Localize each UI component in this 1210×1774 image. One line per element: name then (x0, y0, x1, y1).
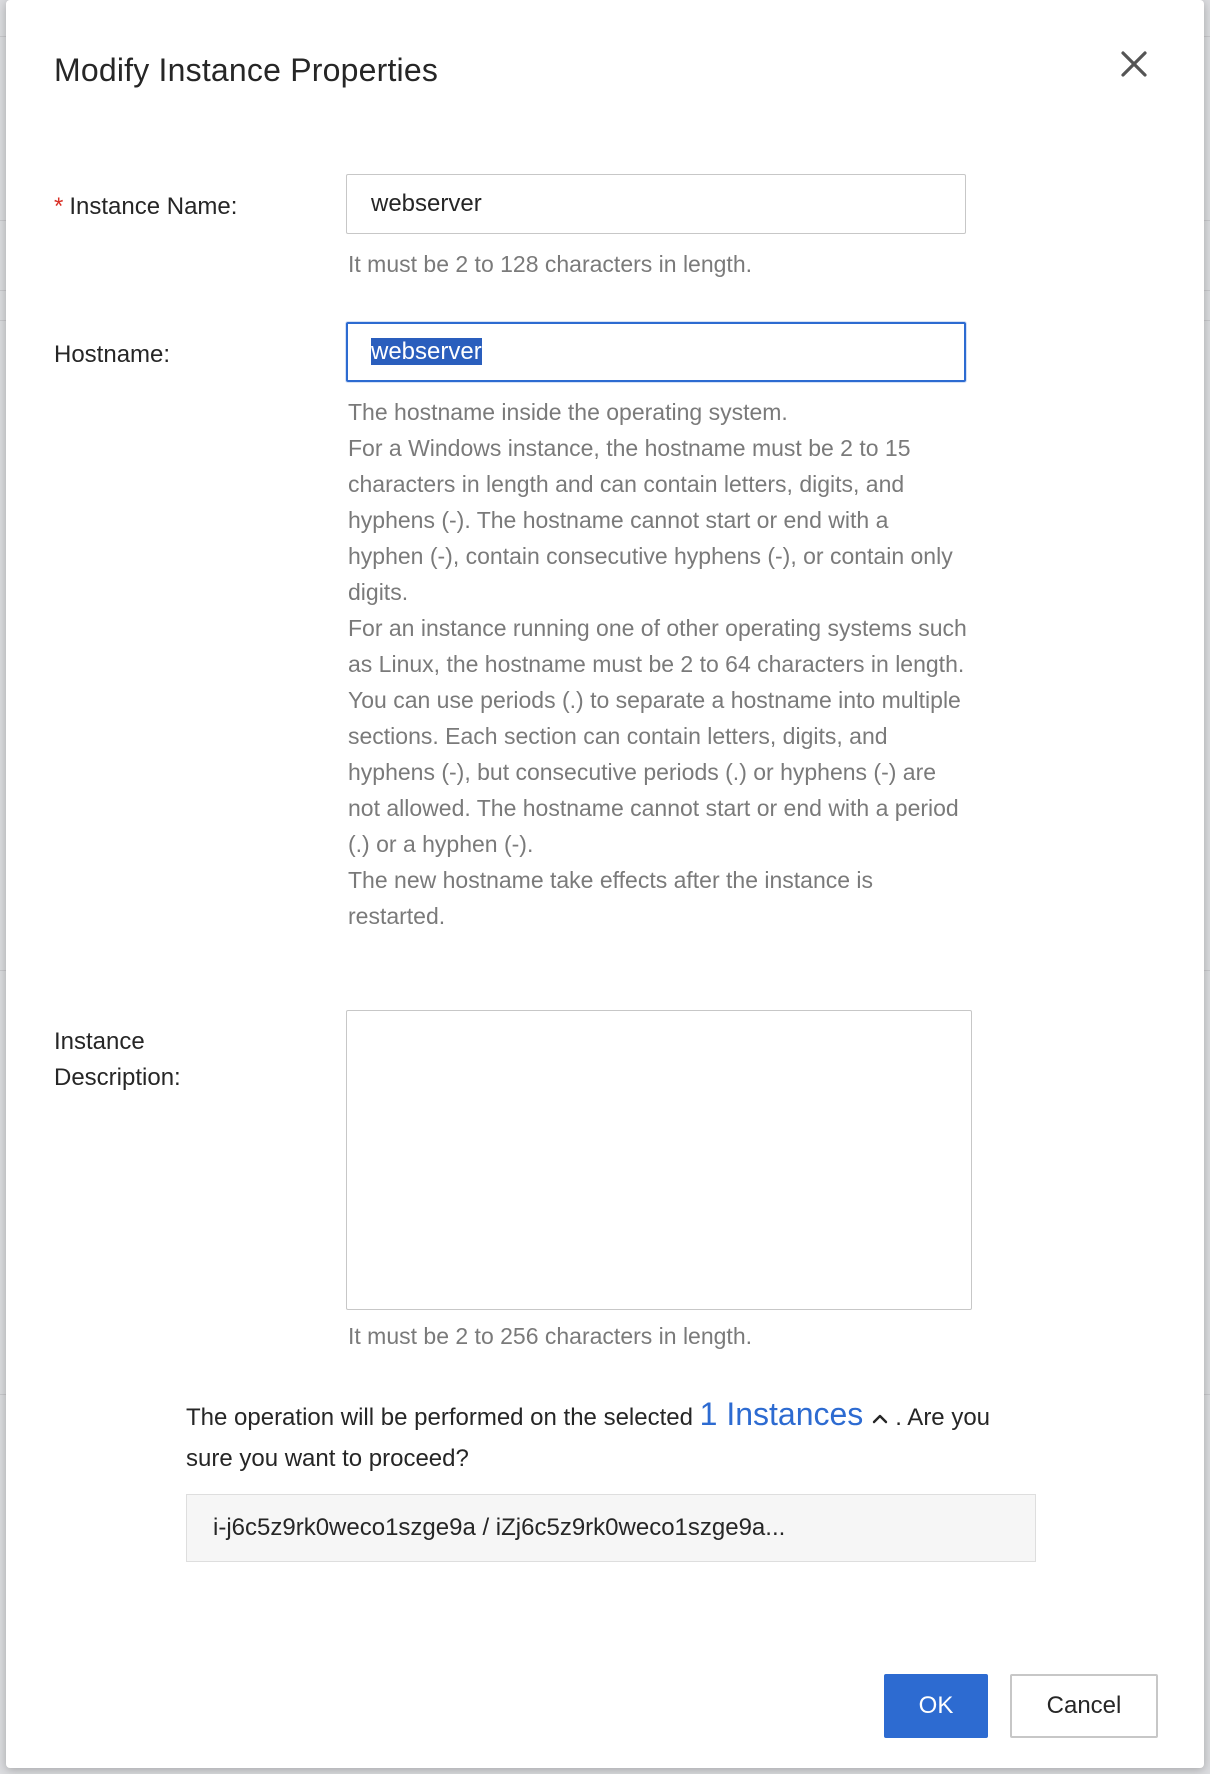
selected-instances-list (186, 1494, 1036, 1562)
hostname-hint-line: The hostname inside the operating system. (348, 399, 788, 425)
close-button[interactable] (1114, 44, 1154, 84)
confirmation-text (186, 1394, 1036, 1479)
required-mark: * (54, 193, 64, 220)
instance-id-entry: i-j6c5z9rk0weco1szge9a / iZj6c5z9rk0weco1szge9a... (213, 1514, 786, 1541)
instance-name-label-text: Instance Name: (69, 193, 238, 220)
modify-instance-dialog (6, 0, 1204, 1768)
hostname-value: webserver (371, 338, 482, 365)
hostname-label: Hostname: (54, 341, 171, 368)
hostname-input[interactable] (346, 322, 966, 382)
description-hint: It must be 2 to 256 characters in length. (348, 1323, 753, 1349)
description-textarea[interactable] (346, 1010, 972, 1310)
hostname-hint-line: For a Windows instance, the hostname must be 2 to 15 characters in length and can contain letters, digits, and hyphens (-). The hostname cannot start or end with a hyphen (-), contain consecutive hyphens (-), or contain only digits. (348, 435, 953, 605)
hostname-hint (348, 394, 968, 934)
description-label: Instance Description: (54, 1028, 181, 1091)
instance-name-hint: It must be 2 to 128 characters in length. (348, 251, 753, 277)
close-icon (1114, 44, 1154, 84)
hostname-hint-line: For an instance running one of other operating systems such as Linux, the hostname must be 2 to 64 characters in length. You can use periods (.) to separate a hostname into multiple sections. Each section can contain letters, digits, and hyphens (-), but consecutive periods (.) or hyphens (-) are not allowed. The hostname cannot start or end with a period (.) or a hyphen (-). (348, 615, 967, 857)
cancel-button[interactable]: Cancel (1010, 1674, 1158, 1738)
instances-link[interactable]: 1 Instances (699, 1396, 864, 1432)
instance-name-value: webserver (371, 190, 482, 217)
instance-name-label (54, 189, 294, 225)
instances-toggle[interactable] (871, 1399, 889, 1439)
dialog-title: Modify Instance Properties (54, 52, 439, 88)
ok-button[interactable]: OK (884, 1674, 988, 1738)
instance-name-input[interactable] (346, 174, 966, 234)
chevron-up-icon (871, 1412, 889, 1426)
confirmation-suffix: . Are you sure you want to proceed? (186, 1404, 991, 1472)
hostname-hint-line: The new hostname take effects after the instance is restarted. (348, 867, 874, 929)
confirmation-prefix: The operation will be performed on the selected (186, 1404, 693, 1431)
